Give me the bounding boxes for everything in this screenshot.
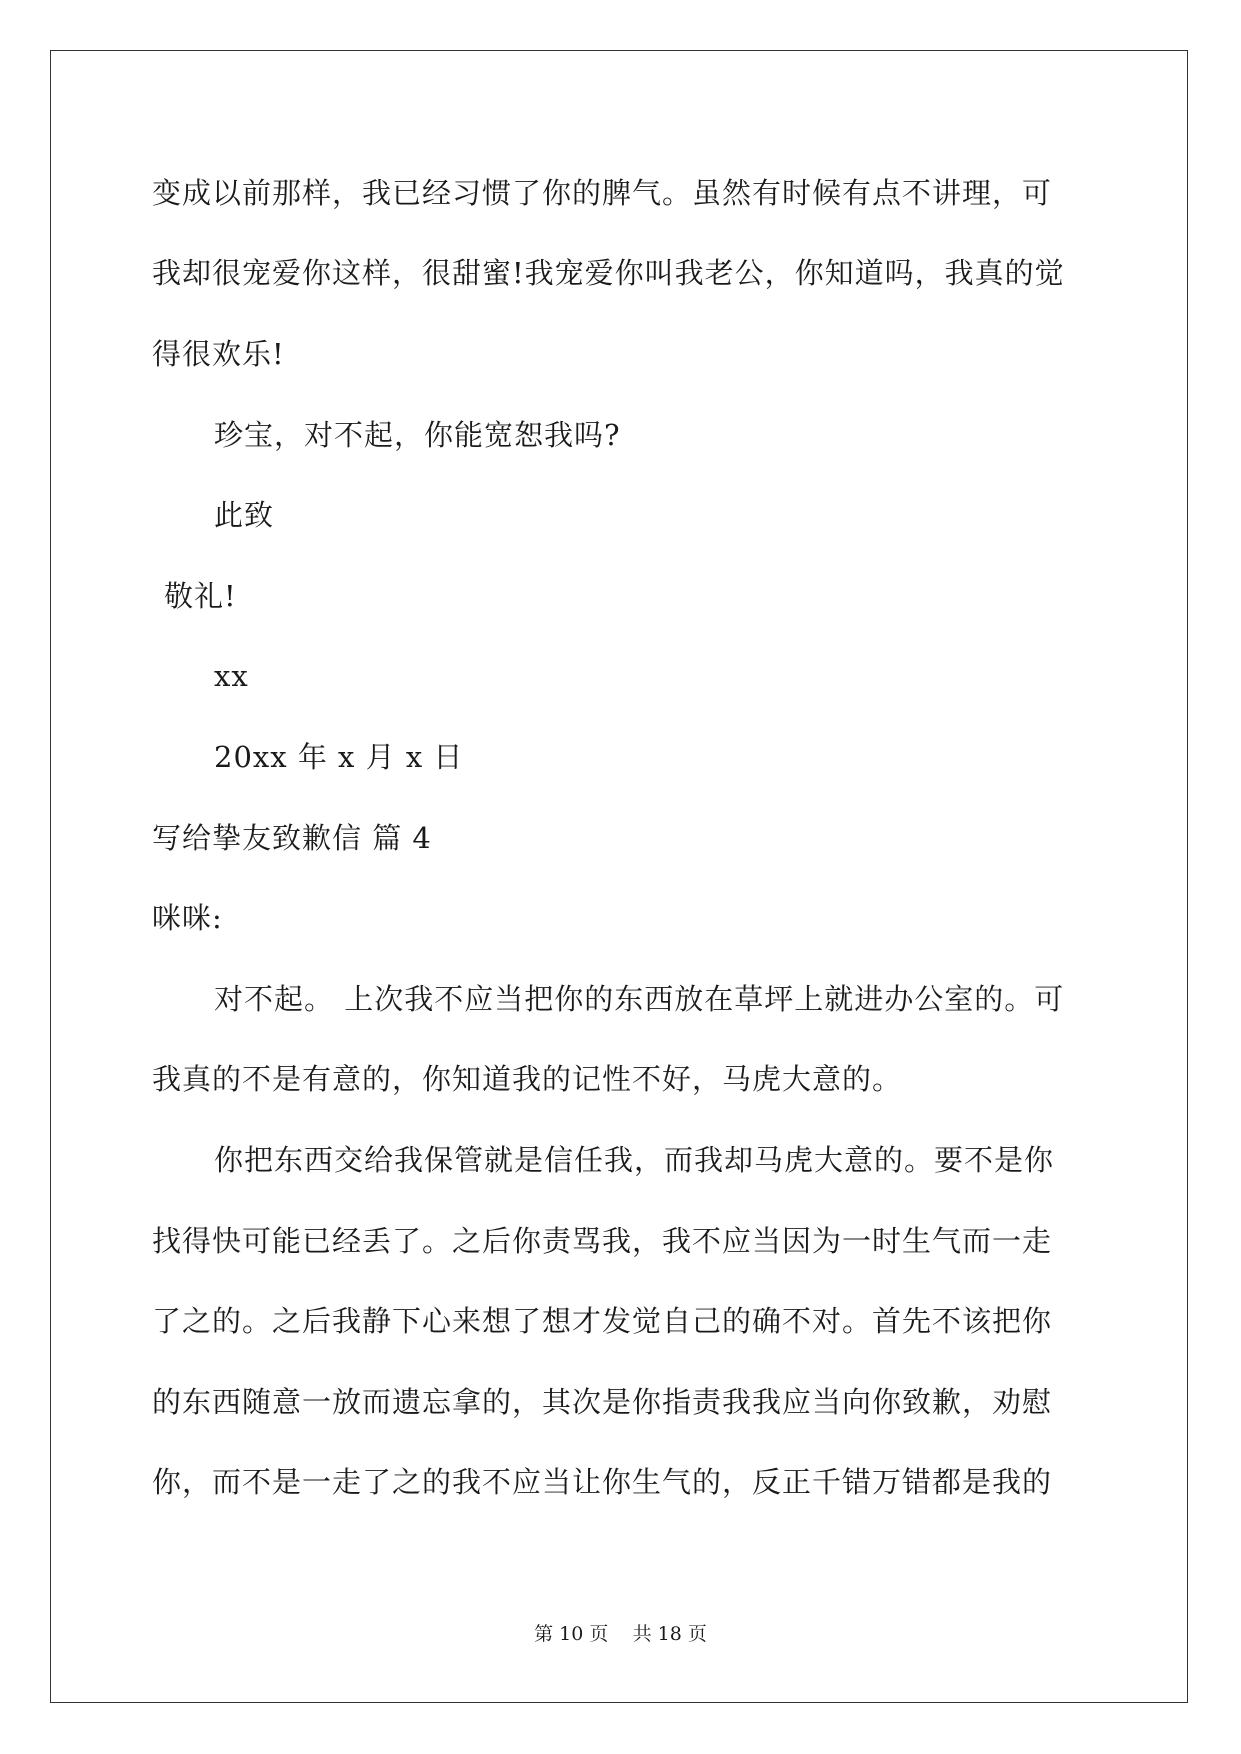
body-line-6: 我真的不是有意的，你知道我的记性不好，马虎大意的。	[152, 1062, 903, 1096]
body-line-1: 变成以前那样，我已经习惯了你的脾气。虽然有时候有点不讲理，可	[152, 176, 1053, 210]
body-line-8: 找得快可能已经丢了。之后你责骂我，我不应当因为一时生气而一走	[152, 1224, 1053, 1258]
body-line-3: 得很欢乐!	[152, 337, 285, 371]
date-line: 20xx 年 x 月 x 日	[214, 740, 464, 774]
signature: xx	[214, 659, 249, 693]
greeting: 咪咪:	[152, 901, 223, 935]
body-line-7: 你把东西交给我保管就是信任我，而我却马虎大意的。要不是你	[214, 1143, 1055, 1177]
page-footer	[0, 1622, 1241, 1646]
body-line-2: 我却很宠爱你这样，很甜蜜!我宠爱你叫我老公，你知道吗，我真的觉	[152, 256, 1065, 290]
body-line-9: 了之的。之后我静下心来想了想才发觉自己的确不对。首先不该把你	[152, 1304, 1053, 1338]
section-heading: 写给挚友致歉信 篇 4	[152, 821, 432, 855]
closing-salutation: 此致	[214, 498, 275, 532]
page-number: 第 10 页	[534, 1623, 609, 1645]
body-line-10: 的东西随意一放而遗忘拿的，其次是你指责我我应当向你致歉，劝慰	[152, 1385, 1053, 1419]
body-line-11: 你，而不是一走了之的我不应当让你生气的，反正千错万错都是我的	[152, 1465, 1053, 1499]
page-border	[50, 50, 1188, 1703]
closing-regards: 敬礼!	[164, 579, 237, 613]
page-total: 共 18 页	[632, 1623, 707, 1645]
body-line-5: 对不起。 上次我不应当把你的东西放在草坪上就进办公室的。可	[214, 982, 1065, 1016]
body-line-4: 珍宝，对不起，你能宽恕我吗?	[214, 418, 621, 452]
